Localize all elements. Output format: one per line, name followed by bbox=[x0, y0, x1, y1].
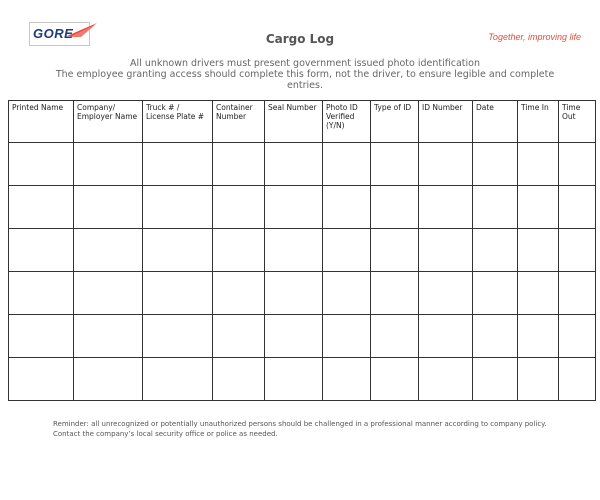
table-cell[interactable] bbox=[9, 358, 74, 401]
table-cell[interactable] bbox=[265, 315, 323, 358]
table-cell[interactable] bbox=[213, 229, 265, 272]
table-cell[interactable] bbox=[371, 186, 419, 229]
table-cell[interactable] bbox=[74, 143, 143, 186]
col-type-of-id: Type of ID bbox=[371, 101, 419, 143]
tagline: Together, improving life bbox=[488, 32, 581, 42]
page-title: Cargo Log bbox=[265, 32, 335, 46]
table-cell[interactable] bbox=[518, 315, 559, 358]
table-cell[interactable] bbox=[9, 315, 74, 358]
logo-text: GORE bbox=[33, 26, 74, 41]
table-cell[interactable] bbox=[559, 272, 596, 315]
instruction-line-1: All unknown drivers must present government issued photo identification bbox=[130, 58, 480, 69]
table-cell[interactable] bbox=[265, 186, 323, 229]
table-cell[interactable] bbox=[371, 143, 419, 186]
table-row bbox=[9, 315, 596, 358]
table-cell[interactable] bbox=[473, 186, 518, 229]
table-cell[interactable] bbox=[143, 143, 213, 186]
col-time-in: Time In bbox=[518, 101, 559, 143]
table-row bbox=[9, 186, 596, 229]
table-cell[interactable] bbox=[371, 315, 419, 358]
instructions bbox=[55, 58, 555, 91]
table-cell[interactable] bbox=[323, 358, 371, 401]
table-cell[interactable] bbox=[419, 143, 473, 186]
instruction-line-2: The employee granting access should complete this form, not the driver, to ensure legible and complete entries. bbox=[55, 69, 555, 91]
table-cell[interactable] bbox=[518, 186, 559, 229]
table-cell[interactable] bbox=[74, 186, 143, 229]
table-cell[interactable] bbox=[419, 272, 473, 315]
table-cell[interactable] bbox=[74, 272, 143, 315]
header-row bbox=[9, 101, 596, 143]
table-row bbox=[9, 358, 596, 401]
table-cell[interactable] bbox=[143, 229, 213, 272]
col-seal-number: Seal Number bbox=[265, 101, 323, 143]
cargo-log-table bbox=[8, 100, 596, 401]
table-cell[interactable] bbox=[9, 229, 74, 272]
table-cell[interactable] bbox=[323, 315, 371, 358]
col-time-out: Time Out bbox=[559, 101, 596, 143]
col-company: Company/ Employer Name bbox=[74, 101, 143, 143]
table-cell[interactable] bbox=[559, 358, 596, 401]
table-cell[interactable] bbox=[213, 358, 265, 401]
col-photo-id-verified: Photo ID Verified (Y/N) bbox=[323, 101, 371, 143]
table-cell[interactable] bbox=[323, 272, 371, 315]
table-cell[interactable] bbox=[9, 186, 74, 229]
table-cell[interactable] bbox=[143, 315, 213, 358]
table-cell[interactable] bbox=[518, 143, 559, 186]
table-cell[interactable] bbox=[143, 358, 213, 401]
table-cell[interactable] bbox=[265, 272, 323, 315]
table-cell[interactable] bbox=[518, 229, 559, 272]
table-cell[interactable] bbox=[559, 186, 596, 229]
table-cell[interactable] bbox=[473, 143, 518, 186]
table-cell[interactable] bbox=[323, 143, 371, 186]
table-cell[interactable] bbox=[371, 229, 419, 272]
table-cell[interactable] bbox=[213, 272, 265, 315]
table-cell[interactable] bbox=[9, 272, 74, 315]
table-cell[interactable] bbox=[518, 272, 559, 315]
table-row bbox=[9, 229, 596, 272]
table-cell[interactable] bbox=[143, 186, 213, 229]
col-id-number: ID Number bbox=[419, 101, 473, 143]
col-date: Date bbox=[473, 101, 518, 143]
table-row bbox=[9, 272, 596, 315]
table-cell[interactable] bbox=[143, 272, 213, 315]
table-cell[interactable] bbox=[473, 229, 518, 272]
table-cell[interactable] bbox=[265, 143, 323, 186]
table-cell[interactable] bbox=[419, 315, 473, 358]
table-cell[interactable] bbox=[419, 186, 473, 229]
table-cell[interactable] bbox=[265, 229, 323, 272]
table-cell[interactable] bbox=[371, 358, 419, 401]
table-cell[interactable] bbox=[323, 229, 371, 272]
table-cell[interactable] bbox=[419, 358, 473, 401]
table-cell[interactable] bbox=[265, 358, 323, 401]
table-cell[interactable] bbox=[213, 315, 265, 358]
col-container-number: Container Number bbox=[213, 101, 265, 143]
reminder-note: Reminder: all unrecognized or potentially unauthorized persons should be challenged in a professional manner according to company policy. Contact the company’s local security office or police as needed. bbox=[53, 420, 547, 438]
table-cell[interactable] bbox=[559, 143, 596, 186]
table-cell[interactable] bbox=[473, 272, 518, 315]
col-printed-name: Printed Name bbox=[9, 101, 74, 143]
table-cell[interactable] bbox=[559, 315, 596, 358]
table-cell[interactable] bbox=[371, 272, 419, 315]
table-row bbox=[9, 143, 596, 186]
col-truck-license: Truck # / License Plate # bbox=[143, 101, 213, 143]
table-cell[interactable] bbox=[419, 229, 473, 272]
table-cell[interactable] bbox=[559, 229, 596, 272]
table-cell[interactable] bbox=[213, 143, 265, 186]
table-cell[interactable] bbox=[473, 358, 518, 401]
table-cell[interactable] bbox=[74, 358, 143, 401]
table-cell[interactable] bbox=[473, 315, 518, 358]
table-cell[interactable] bbox=[518, 358, 559, 401]
table-cell[interactable] bbox=[9, 143, 74, 186]
table-cell[interactable] bbox=[74, 229, 143, 272]
table-cell[interactable] bbox=[213, 186, 265, 229]
table-cell[interactable] bbox=[323, 186, 371, 229]
table-cell[interactable] bbox=[74, 315, 143, 358]
